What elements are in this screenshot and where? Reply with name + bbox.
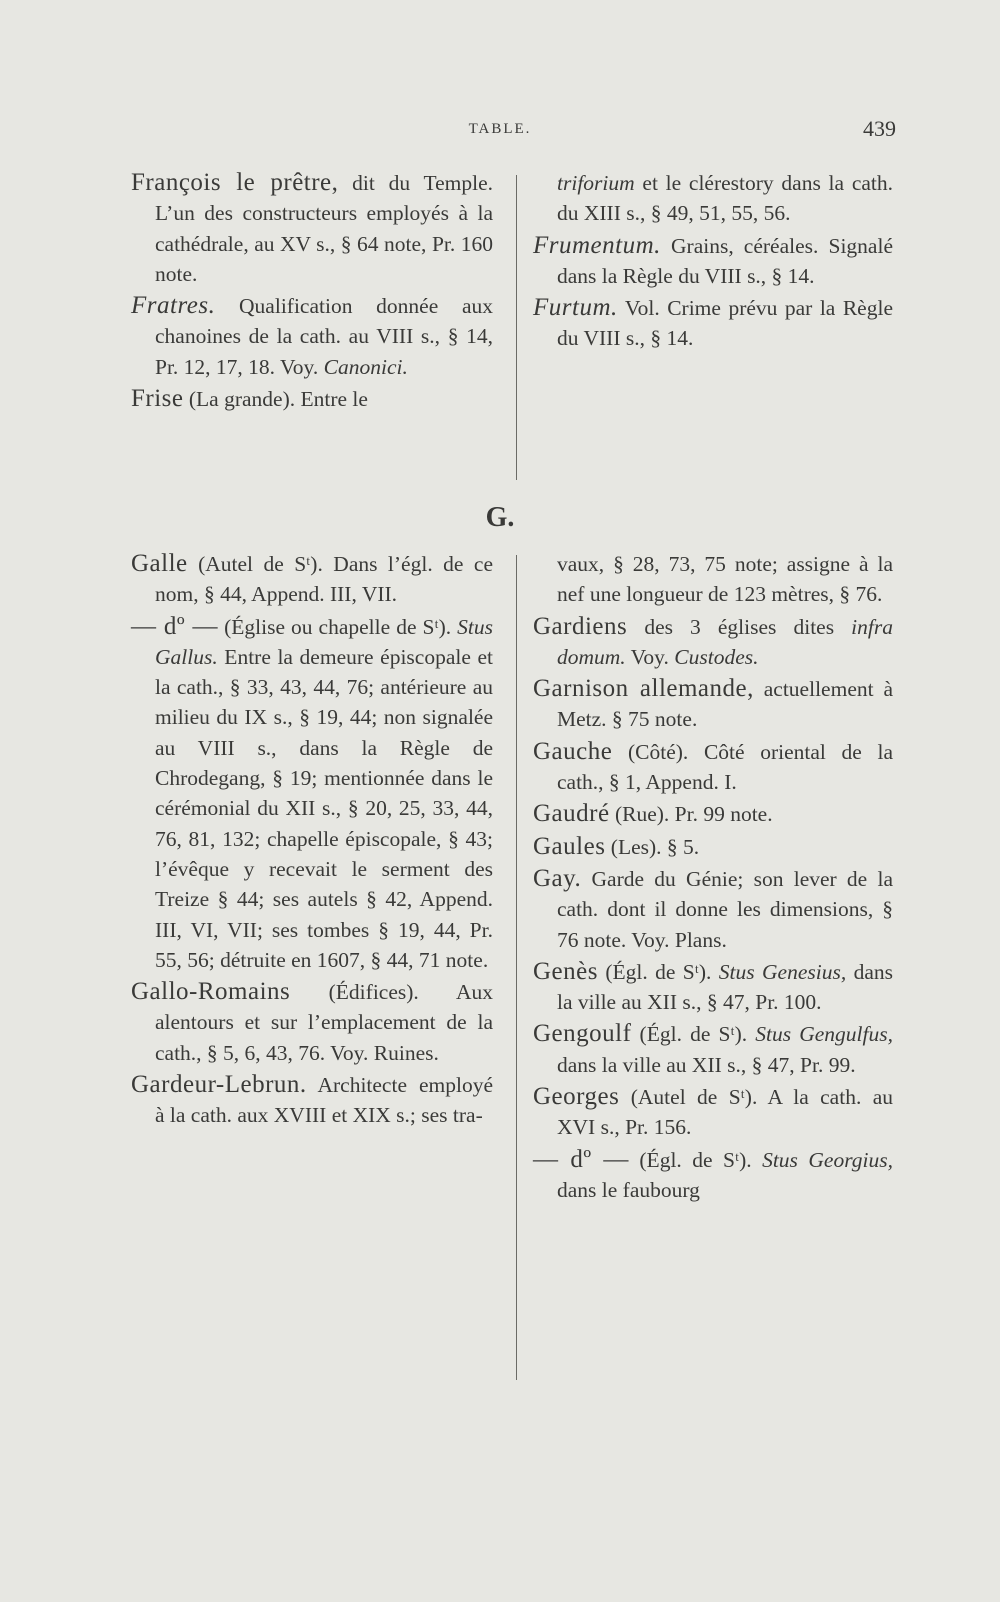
entry-text: (Les). § 5. xyxy=(605,834,700,859)
index-entry xyxy=(533,168,893,229)
index-entry xyxy=(533,864,893,955)
entry-text: et le clérestory dans la cath. du XIII s., § 49, 51, 55, 56. xyxy=(557,171,893,226)
entry-text: dans le faubourg xyxy=(557,1177,700,1202)
entry-italic-term: Stus Gallus. xyxy=(155,614,493,669)
index-entry xyxy=(533,549,893,610)
entry-text: dans la ville au XII s., § 47, Pr. 99. xyxy=(557,1052,856,1077)
entry-text: Garde du Génie; son lever de la cath. dont il donne les dimensions, § 76 note. Voy. Plans. xyxy=(557,866,893,952)
entry-text: Qualification donnée aux chanoines de la cath. au VIII s., § 14, Pr. 12, 17, 18. Voy. xyxy=(155,294,493,379)
index-entry xyxy=(533,674,893,735)
index-entry xyxy=(131,612,493,976)
column-divider xyxy=(516,175,517,480)
entry-headword: Gallo-Romains xyxy=(131,978,291,1006)
entry-text: (Église ou chapelle de Sᵗ). xyxy=(218,614,458,639)
entry-text: Entre la demeure épiscopale et la cath., § 33, 43, 44, 76; antérieure au milieu du IX s., § 19, 44; non signalée au VIII s., dans la Règle de Chrodegang, § 19; mentionnée dans le cérémonial du XII s., § 20, 25, 33, 44, 76, 81, 132; chapelle épiscopale, § 43; l’évêque y recevait le serment des Treize § 44; ses autels § 42, Append. III, VI, VII; ses tombes § 19, 44, Pr. 55, 56; détruite en 1607, § 44, 71 note. xyxy=(155,644,493,972)
index-entry xyxy=(533,832,893,862)
entry-text: dans la ville au XII s., § 47, Pr. 100. xyxy=(557,959,893,1015)
entry-italic-term: Custodes. xyxy=(674,644,759,669)
entry-text: des 3 églises dites xyxy=(627,614,852,639)
index-entry xyxy=(131,1070,493,1131)
entry-text: actuellement à Metz. § 75 note. xyxy=(557,677,893,732)
entry-headword: Genès xyxy=(533,957,598,985)
running-title: TABLE. xyxy=(468,121,532,137)
index-entry xyxy=(533,231,893,292)
entry-text: (Égl. de Sᵗ). xyxy=(597,959,719,984)
entry-text: (Autel de Sᵗ). Dans l’égl. de ce nom, § 44, Append. III, VII. xyxy=(155,552,493,607)
index-entry xyxy=(533,799,893,829)
column-divider xyxy=(516,555,517,1380)
entry-headword: Frumentum. xyxy=(533,231,661,259)
index-entry xyxy=(131,977,493,1068)
section-letter: G. xyxy=(485,502,515,533)
entry-italic-term: Canonici. xyxy=(323,354,408,379)
entry-headword: Gauche xyxy=(533,737,613,765)
entry-text: (Autel de Sᵗ). A la cath. au XVI s., Pr. 156. xyxy=(557,1085,893,1140)
entry-text: Grains, céréales. Signalé dans la Règle du VIII s., § 14. xyxy=(557,233,893,288)
entry-italic-term: Stus Georgius, xyxy=(762,1147,893,1172)
entry-text: (Édifices). Aux alentours et sur l’emplacement de la cath., § 5, 6, 43, 76. Voy. Ruines. xyxy=(155,980,493,1065)
entry-headword: Garnison allemande, xyxy=(533,675,754,703)
column-right-f xyxy=(533,168,893,356)
entry-headword: Gaudré xyxy=(533,800,610,828)
entry-text: (Égl. de Sᵗ). xyxy=(628,1147,763,1172)
entry-text: (Égl. de Sᵗ). xyxy=(631,1022,756,1047)
index-entry xyxy=(533,957,893,1018)
entry-headword: Gaules xyxy=(533,832,606,860)
column-left-g xyxy=(131,549,493,1133)
entry-headword: Frise xyxy=(131,385,184,413)
entry-text: Architecte employé à la cath. aux XVIII et XIX s.; ses tra- xyxy=(155,1073,493,1128)
index-entry xyxy=(131,384,493,414)
index-entry xyxy=(533,1145,893,1206)
entry-headword: Fratres. xyxy=(131,292,216,320)
index-entry xyxy=(533,737,893,798)
entry-headword: Georges xyxy=(533,1083,620,1111)
entry-headword: Galle xyxy=(131,550,188,577)
entry-text: Voy. xyxy=(625,644,675,669)
entry-text: Vol. Crime prévu par la Règle du VIII s., § 14. xyxy=(557,296,893,351)
entry-headword: — dº — xyxy=(131,612,219,640)
entry-headword: — dº — xyxy=(533,1145,629,1173)
index-entry xyxy=(131,168,493,289)
entry-text: (Côté). Côté oriental de la cath., § 1, Append. I. xyxy=(557,739,893,795)
index-entry xyxy=(533,612,893,673)
entry-italic-term: Stus Genesius, xyxy=(718,959,847,984)
column-right-g xyxy=(533,549,893,1207)
index-entry xyxy=(131,549,493,610)
entry-headword: Gay. xyxy=(533,864,582,892)
entry-text: (Rue). Pr. 99 note. xyxy=(609,802,773,827)
entry-text: dit du Temple. L’un des constructeurs employés à la cathédrale, au XV s., § 64 note, Pr. 160 note. xyxy=(155,171,493,286)
entry-headword: Gengoulf xyxy=(533,1020,632,1048)
entry-headword: Gardiens xyxy=(533,612,628,640)
entry-headword: Furtum. xyxy=(533,294,618,322)
entry-italic-term: infra domum. xyxy=(557,614,893,669)
entry-text: vaux, § 28, 73, 75 note; assigne à la nef une longueur de 123 mètres, § 76. xyxy=(557,552,893,607)
index-entry xyxy=(131,291,493,382)
entry-headword: François le prêtre, xyxy=(131,169,339,196)
entry-italic-lead: triforium xyxy=(557,171,635,195)
index-entry xyxy=(533,1082,893,1143)
page-number: 439 xyxy=(863,116,896,141)
entry-text: (La grande). Entre le xyxy=(183,387,368,412)
column-left-f xyxy=(131,168,493,416)
index-entry xyxy=(533,1019,893,1080)
entry-headword: Gardeur-Lebrun. xyxy=(131,1071,307,1099)
index-entry xyxy=(533,293,893,354)
entry-italic-term: Stus Gengulfus, xyxy=(755,1022,893,1047)
